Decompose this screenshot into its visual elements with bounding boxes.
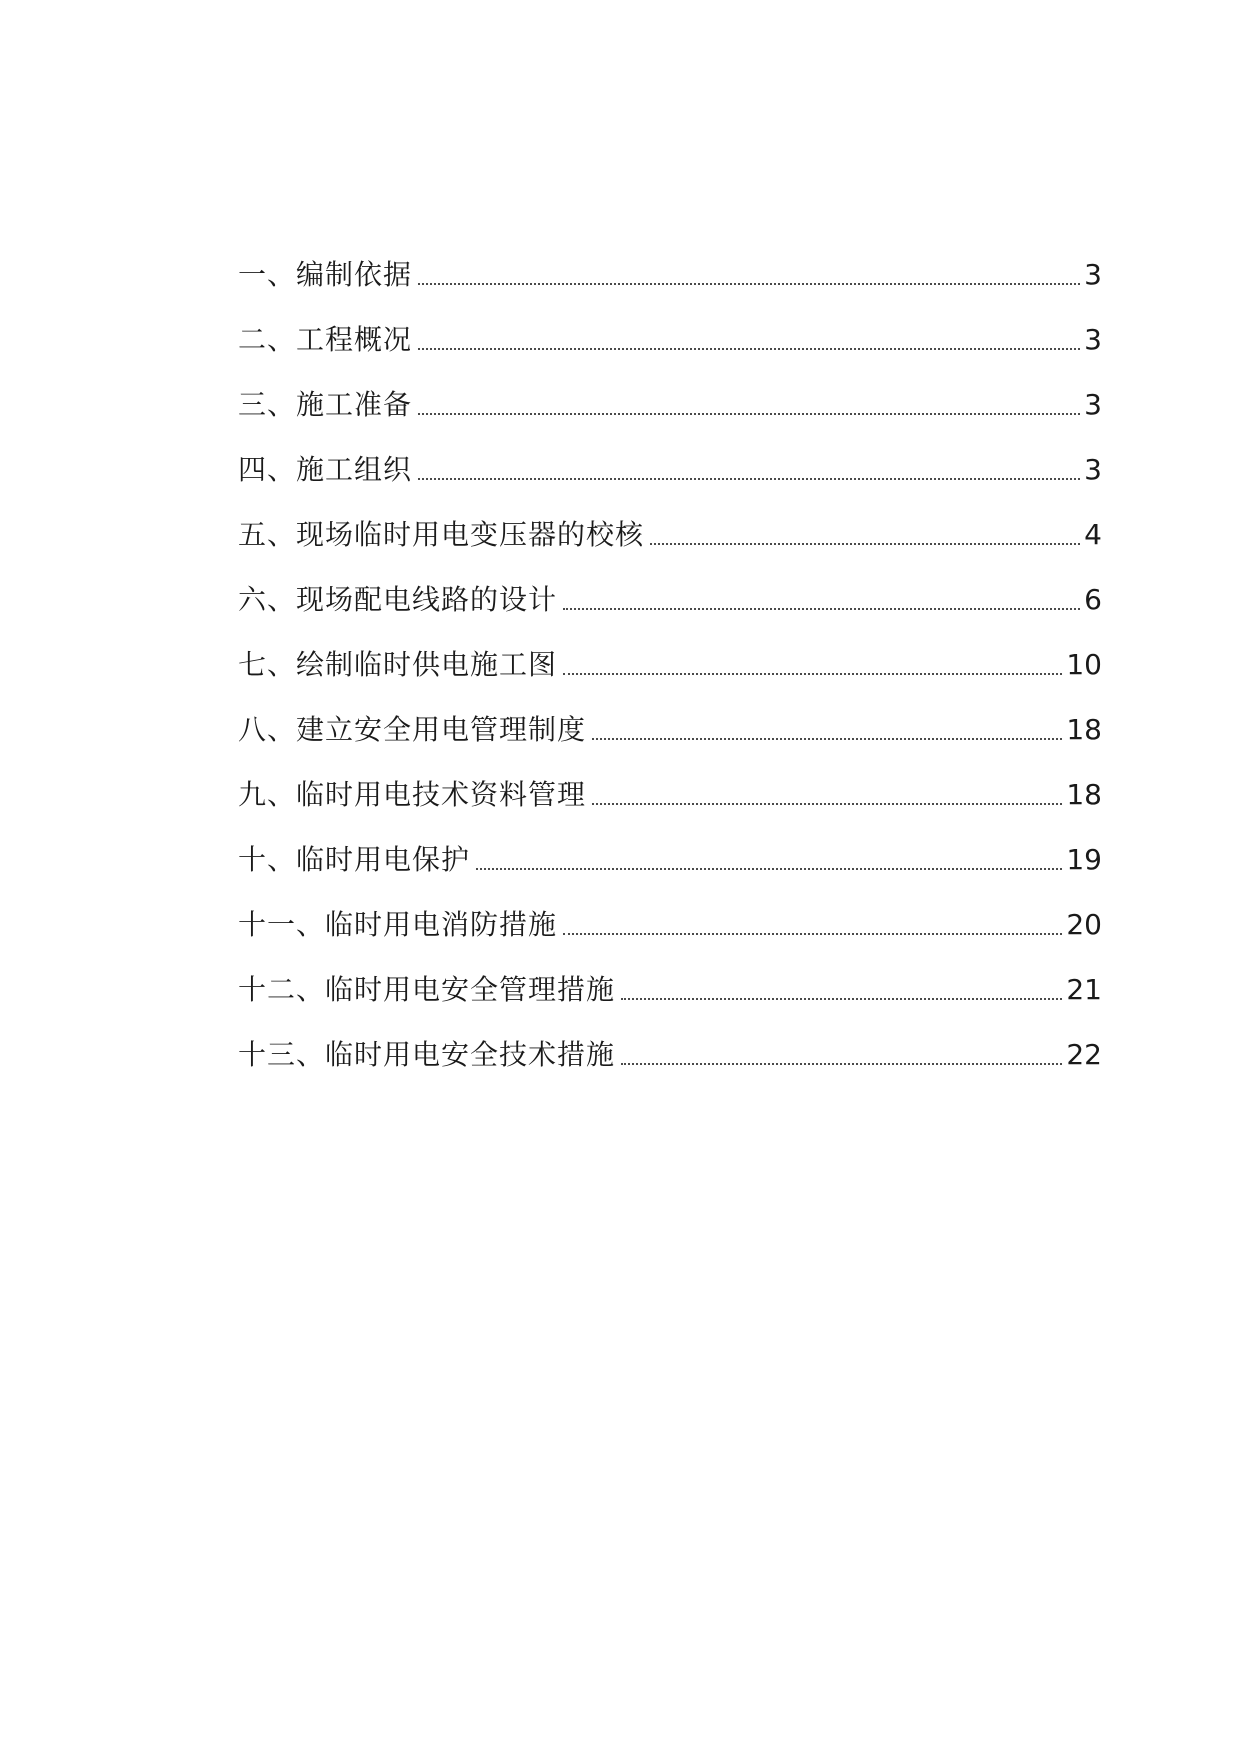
toc-page-number: 22 bbox=[1066, 1038, 1102, 1071]
toc-page-number: 10 bbox=[1066, 648, 1102, 681]
toc-entry[interactable] bbox=[238, 939, 1102, 1004]
toc-entry-title: 十二、临时用电安全管理措施 bbox=[238, 973, 616, 1006]
toc-page-number: 18 bbox=[1066, 778, 1102, 811]
toc-entry-title: 一、编制依据 bbox=[238, 258, 413, 291]
toc-entry-title: 十、临时用电保护 bbox=[238, 843, 471, 876]
toc-dot-leader bbox=[592, 803, 1062, 805]
toc-entry[interactable] bbox=[238, 354, 1102, 419]
toc-entry-title: 七、绘制临时供电施工图 bbox=[238, 648, 558, 681]
toc-entry[interactable] bbox=[238, 809, 1102, 874]
toc-entry-title: 五、现场临时用电变压器的校核 bbox=[238, 518, 645, 551]
toc-entry-title: 十一、临时用电消防措施 bbox=[238, 908, 558, 941]
toc-entry-title: 二、工程概况 bbox=[238, 323, 413, 356]
toc-entry-title: 九、临时用电技术资料管理 bbox=[238, 778, 587, 811]
toc-entry[interactable] bbox=[238, 419, 1102, 484]
toc-page-number: 4 bbox=[1084, 518, 1102, 551]
toc-entry[interactable] bbox=[238, 679, 1102, 744]
toc-page-number: 21 bbox=[1066, 973, 1102, 1006]
toc-page-number: 3 bbox=[1084, 258, 1102, 291]
toc-dot-leader bbox=[476, 868, 1062, 870]
toc-dot-leader bbox=[418, 413, 1080, 415]
toc-entry-title: 三、施工准备 bbox=[238, 388, 413, 421]
toc-page-number: 3 bbox=[1084, 388, 1102, 421]
toc-dot-leader bbox=[592, 738, 1062, 740]
toc-dot-leader bbox=[621, 1063, 1062, 1065]
toc-entry[interactable] bbox=[238, 744, 1102, 809]
toc-entry-title: 四、施工组织 bbox=[238, 453, 413, 486]
toc-entry[interactable] bbox=[238, 484, 1102, 549]
toc-dot-leader bbox=[418, 283, 1080, 285]
toc-entry[interactable] bbox=[238, 874, 1102, 939]
toc-dot-leader bbox=[621, 998, 1062, 1000]
toc-dot-leader bbox=[563, 608, 1080, 610]
toc-page-number: 3 bbox=[1084, 323, 1102, 356]
toc-entry[interactable] bbox=[238, 289, 1102, 354]
toc-entry[interactable] bbox=[238, 549, 1102, 614]
toc-page-number: 18 bbox=[1066, 713, 1102, 746]
toc-entry[interactable] bbox=[238, 614, 1102, 679]
toc-dot-leader bbox=[650, 543, 1080, 545]
toc-entry-title: 六、现场配电线路的设计 bbox=[238, 583, 558, 616]
toc-entry[interactable] bbox=[238, 224, 1102, 289]
toc-page-number: 3 bbox=[1084, 453, 1102, 486]
toc-page-number: 6 bbox=[1084, 583, 1102, 616]
toc-entry[interactable] bbox=[238, 1004, 1102, 1069]
toc-dot-leader bbox=[418, 348, 1080, 350]
toc-page-number: 19 bbox=[1066, 843, 1102, 876]
toc-dot-leader bbox=[563, 673, 1062, 675]
toc-entry-title: 八、建立安全用电管理制度 bbox=[238, 713, 587, 746]
toc-entry-title: 十三、临时用电安全技术措施 bbox=[238, 1038, 616, 1071]
toc-page-number: 20 bbox=[1066, 908, 1102, 941]
toc-dot-leader bbox=[418, 478, 1080, 480]
table-of-contents bbox=[238, 224, 1102, 1069]
toc-dot-leader bbox=[563, 933, 1062, 935]
